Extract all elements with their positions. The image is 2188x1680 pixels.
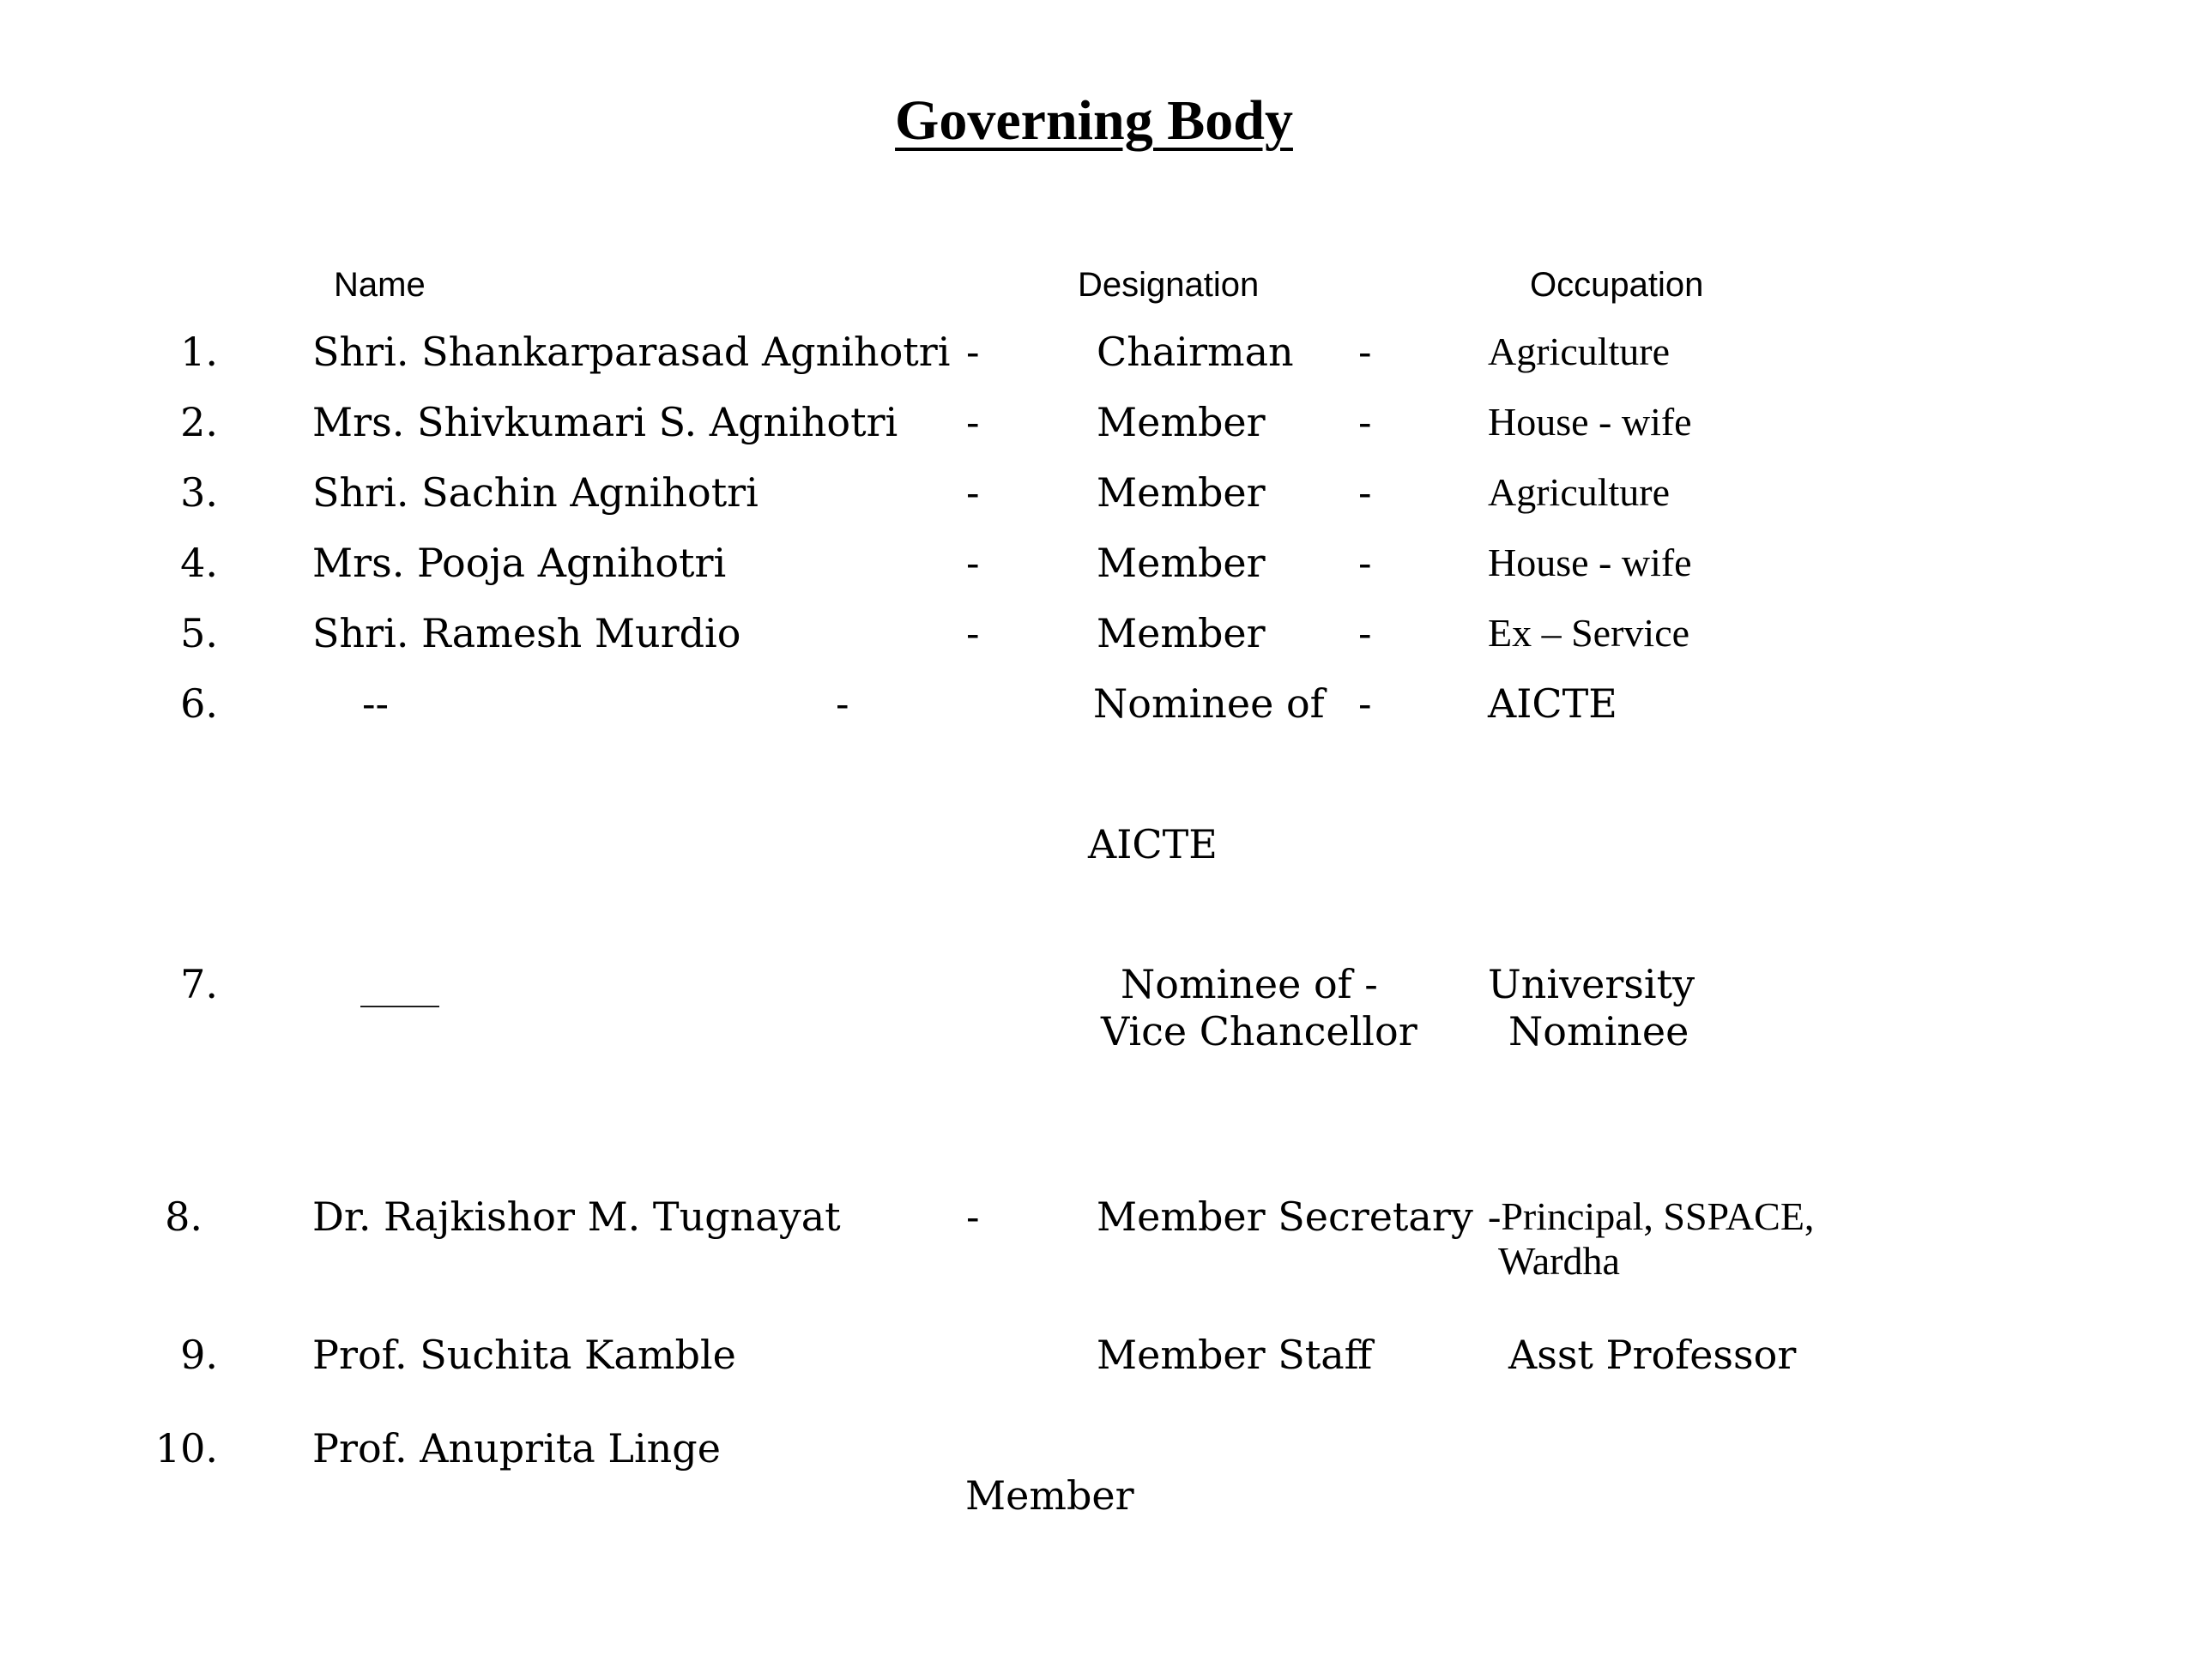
separator-dash: - xyxy=(966,540,980,586)
header-designation: Designation xyxy=(1078,266,1260,304)
row-number: 3. xyxy=(180,469,218,516)
separator-dash: - xyxy=(1358,469,1372,516)
member-designation: Chairman xyxy=(1097,329,1294,375)
member-occupation: House - wife xyxy=(1488,400,1692,444)
member-designation-line2: Vice Chancellor xyxy=(1101,1008,1417,1055)
row-number: 10. xyxy=(154,1425,218,1472)
member-designation: Member xyxy=(1097,469,1266,516)
row-number: 7. xyxy=(180,961,218,1007)
member-name: Shri. Ramesh Murdio xyxy=(312,610,741,656)
member-occupation: AICTE xyxy=(1488,680,1617,727)
separator-dash: - xyxy=(966,399,980,445)
member-name: Mrs. Pooja Agnihotri xyxy=(312,540,727,586)
header-name: Name xyxy=(334,266,426,304)
member-designation: Member Staff xyxy=(1097,1332,1373,1378)
member-name: Shri. Sachin Agnihotri xyxy=(312,469,759,516)
member-designation: Member xyxy=(1097,610,1266,656)
member-name: Shri. Shankarparasad Agnihotri xyxy=(312,329,951,375)
member-designation-continued: AICTE xyxy=(1088,821,1218,867)
member-occupation: Asst Professor xyxy=(1508,1332,1797,1378)
separator-dash: - xyxy=(1358,399,1372,445)
row-number: 5. xyxy=(180,610,218,656)
row-number: 2. xyxy=(180,399,218,445)
member-occupation: Ex – Service xyxy=(1488,611,1690,655)
member-occupation: Agriculture xyxy=(1488,470,1671,514)
member-occupation-line2: Wardha xyxy=(1498,1239,1620,1283)
member-designation-line1: Nominee of - xyxy=(1121,961,1378,1007)
member-designation: Member xyxy=(1097,399,1266,445)
row-number: 1. xyxy=(180,329,218,375)
member-name: Prof. Suchita Kamble xyxy=(312,1332,736,1378)
member-name: -- xyxy=(362,680,390,727)
member-occupation-line2: Nominee xyxy=(1508,1008,1689,1055)
row-number: 8. xyxy=(165,1194,202,1240)
member-designation: Nominee of xyxy=(1093,680,1325,727)
separator-dash: - xyxy=(1358,610,1372,656)
separator-dash: - xyxy=(1358,680,1372,727)
member-designation: Member xyxy=(1097,540,1266,586)
row-number: 6. xyxy=(180,680,218,727)
member-name: Mrs. Shivkumari S. Agnihotri xyxy=(312,399,898,445)
member-name: ____ xyxy=(360,961,439,1007)
member-name: Dr. Rajkishor M. Tugnayat xyxy=(312,1194,841,1240)
separator-dash: - xyxy=(966,329,980,375)
separator-dash: - xyxy=(836,680,849,727)
member-designation: Member xyxy=(965,1472,1134,1519)
separator-dash: - xyxy=(966,1194,980,1240)
page-title: Governing Body xyxy=(895,89,1293,152)
member-name: Prof. Anuprita Linge xyxy=(312,1425,721,1472)
member-designation: Member Secretary xyxy=(1097,1194,1473,1240)
row-number: 9. xyxy=(180,1332,218,1378)
member-occupation-line1: University xyxy=(1488,961,1695,1007)
separator-dash: - xyxy=(966,610,980,656)
member-occupation: Agriculture xyxy=(1488,329,1671,373)
header-occupation: Occupation xyxy=(1530,266,1704,304)
member-occupation-line1: -Principal, SSPACE, xyxy=(1488,1194,1815,1238)
row-number: 4. xyxy=(180,540,218,586)
member-occupation: House - wife xyxy=(1488,541,1692,584)
separator-dash: - xyxy=(966,469,980,516)
separator-dash: - xyxy=(1358,540,1372,586)
separator-dash: - xyxy=(1358,329,1372,375)
